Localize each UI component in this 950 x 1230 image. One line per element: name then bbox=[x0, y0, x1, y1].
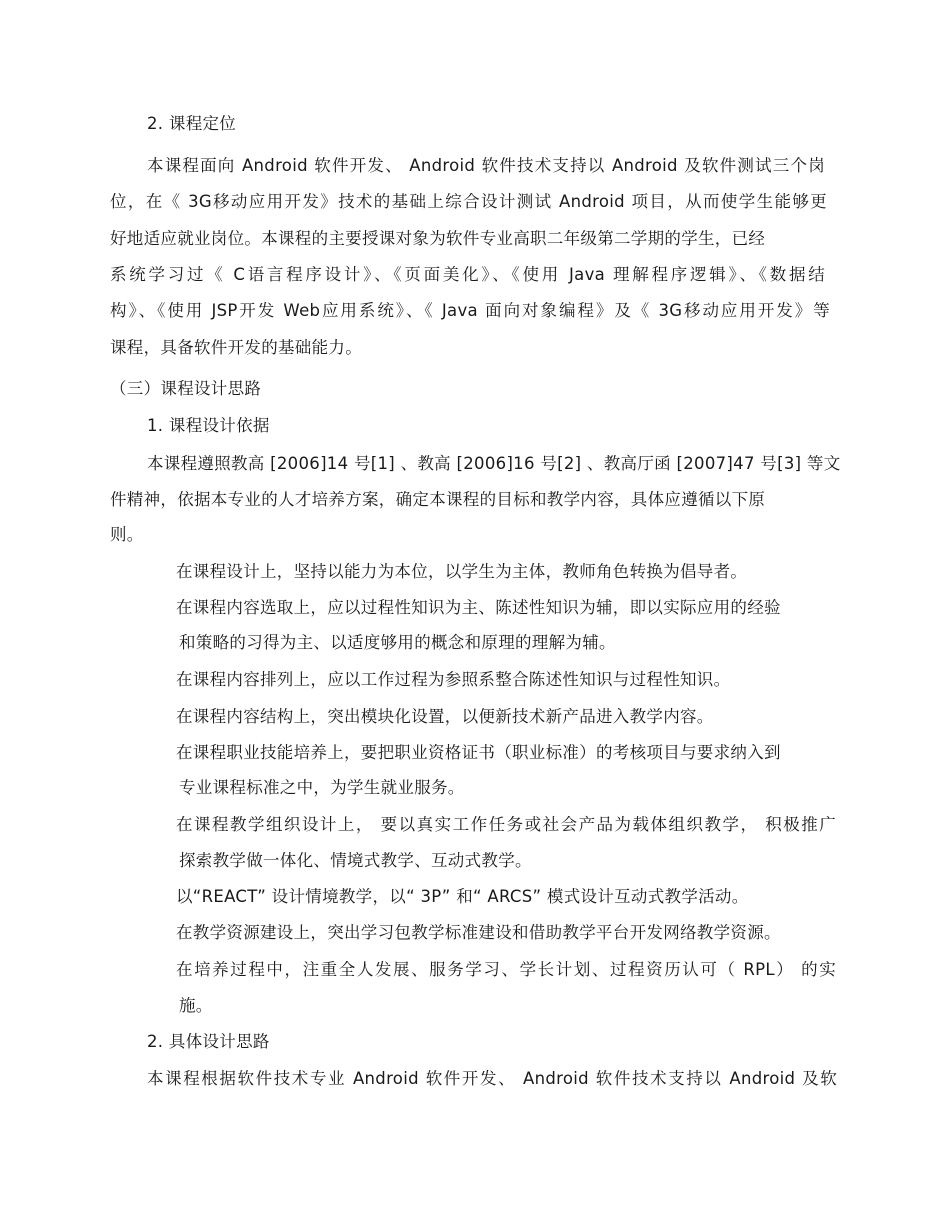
subsection-heading-design-basis: 1. 课程设计依据 bbox=[147, 416, 270, 435]
section-heading-design-ideas: （三）课程设计思路 bbox=[110, 379, 262, 398]
section-heading-course-positioning: 2. 课程定位 bbox=[147, 114, 237, 133]
principle-item: 在课程职业技能培养上，要把职业资格证书（职业标准）的考核项目与要求纳入到 bbox=[176, 743, 781, 762]
principle-item: 在课程内容结构上，突出模块化设置，以便新技术新产品进入教学内容。 bbox=[176, 707, 714, 726]
principle-item: 以“REACT” 设计情境教学，以“ 3P” 和“ ARCS” 模式设计互动式教学活动。 bbox=[176, 887, 749, 906]
paragraph-line: 则。 bbox=[110, 525, 144, 544]
paragraph-line: 位，在《 3G移动应用开发》技术的基础上综合设计测试 Android 项目，从而使学生能够更 bbox=[110, 192, 827, 211]
principle-item: 在课程设计上，坚持以能力为本位，以学生为主体，教师角色转换为倡导者。 bbox=[176, 562, 748, 581]
paragraph-line: 本课程根据软件技术专业 Android 软件开发、 Android 软件技术支持以 Android 及软 bbox=[147, 1069, 837, 1088]
principle-item: 在教学资源建设上，突出学习包教学标准建设和借助教学平台开发网络教学资源。 bbox=[176, 923, 781, 942]
paragraph-line: 构》、《使用 JSP开发 Web应用系统》、《 Java 面向对象编程》及《 3G移动应用开发》等 bbox=[110, 301, 830, 320]
principle-item: 在培养过程中，注重全人发展、服务学习、学长计划、过程资历认可（ RPL） 的实 bbox=[176, 960, 836, 979]
paragraph-line: 本课程面向 Android 软件开发、 Android 软件技术支持以 Android 及软件测试三个岗 bbox=[147, 156, 825, 175]
principle-item-continuation: 探索教学做一体化、情境式教学、互动式教学。 bbox=[179, 851, 532, 870]
principle-item: 在课程教学组织设计上， 要以真实工作任务或社会产品为载体组织教学， 积极推广 bbox=[176, 815, 836, 834]
paragraph-line: 课程，具备软件开发的基础能力。 bbox=[110, 338, 362, 357]
principle-item-continuation: 专业课程标准之中，为学生就业服务。 bbox=[179, 778, 465, 797]
principle-item-continuation: 和策略的习得为主、以适度够用的概念和原理的理解为辅。 bbox=[179, 633, 616, 652]
paragraph-line: 系统学习过《 C语言程序设计》、《页面美化》、《使用 Java 理解程序逻辑》、《数据结 bbox=[110, 265, 825, 284]
principle-item: 在课程内容排列上，应以工作过程为参照系整合陈述性知识与过程性知识。 bbox=[176, 670, 731, 689]
paragraph-line: 本课程遵照教高 [2006]14 号[1] 、教高 [2006]16 号[2] 、教高厅函 [2007]47 号[3] 等文 bbox=[147, 454, 841, 473]
principle-item: 在课程内容选取上，应以过程性知识为主、陈述性知识为辅，即以实际应用的经验 bbox=[176, 598, 781, 617]
principle-item-continuation: 施。 bbox=[179, 996, 213, 1015]
paragraph-line: 好地适应就业岗位。本课程的主要授课对象为软件专业高职二年级第二学期的学生，已经 bbox=[110, 229, 766, 248]
paragraph-line: 件精神，依据本专业的人才培养方案，确定本课程的目标和教学内容，具体应遵循以下原 bbox=[110, 490, 766, 509]
subsection-heading-specific-design: 2. 具体设计思路 bbox=[147, 1032, 270, 1051]
